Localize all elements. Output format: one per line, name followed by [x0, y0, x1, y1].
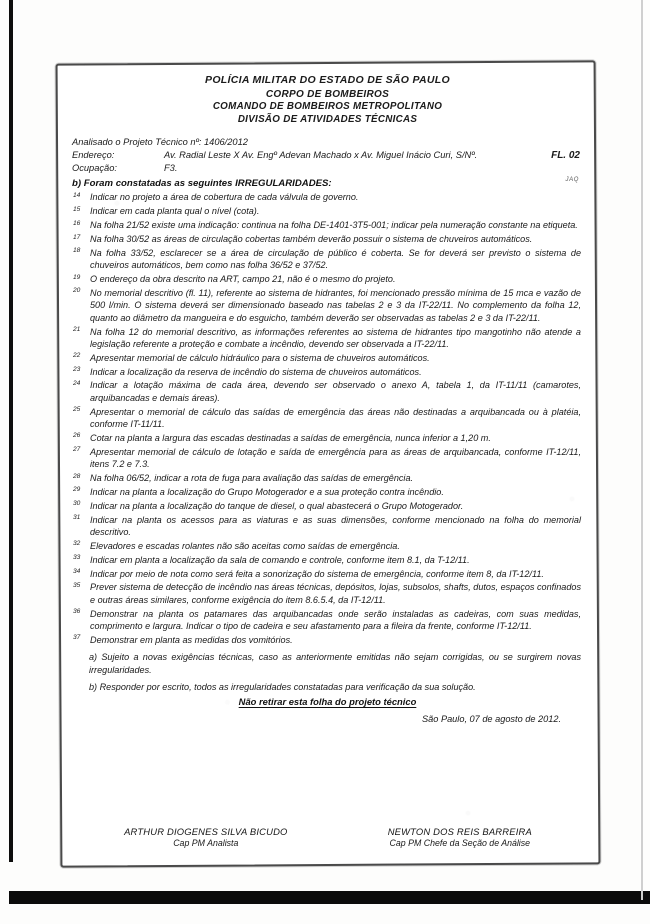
- scan-edge-artifact-bottom: [9, 891, 650, 904]
- irregularity-item-number: 19: [73, 273, 81, 281]
- irregularity-item: [72, 247, 583, 272]
- irregularity-item: [72, 568, 583, 580]
- document-meta: [72, 136, 583, 176]
- irregularity-item-text: Indicar em cada planta qual o nível (cota).: [90, 206, 260, 217]
- irregularity-item-text: O endereço da obra descrito na ART, campo 21, não é o mesmo do projeto.: [90, 274, 396, 285]
- irregularity-item-number: 22: [73, 352, 81, 360]
- irregularity-item: [72, 287, 583, 324]
- irregularity-item-number: 26: [73, 432, 81, 440]
- irregularity-item: [72, 366, 583, 378]
- irregularity-item-text: Na folha 12 do memorial descritivo, as informações referentes ao sistema de hidrantes tipo mangotinho não atende a legislação referente a proteção e combate a incêndio, devendo ser observada a IT-22/11.: [90, 326, 581, 349]
- irregularity-item-number: 24: [73, 379, 81, 387]
- irregularity-item-number: 34: [73, 568, 81, 576]
- irregularity-item-text: Indicar na planta a localização do Grupo Motogerador e a sua proteção contra incêndio.: [90, 486, 444, 497]
- irregularity-item: [72, 352, 583, 364]
- meta-row-ocupacao: [72, 162, 583, 175]
- meta-row-projeto: [72, 136, 583, 149]
- irregularity-item-number: 35: [73, 581, 81, 589]
- irregularity-item: [72, 500, 583, 512]
- irregularities-list: [72, 191, 583, 646]
- signature-block: [60, 826, 596, 848]
- letterhead-line-1: POLÍCIA MILITAR DO ESTADO DE SÃO PAULO: [205, 74, 450, 86]
- irregularity-item-text: Apresentar memorial de cálculo de lotação e saída de emergência para as áreas de arquibancada, conforme IT-12/11, itens 7.2 e 7.3.: [90, 446, 581, 470]
- closing-item-a: a) Sujeito a novas exigências técnicas, caso as anteriormente emitidas não sejam corrigidas, ou se surgirem novas irregularidades.: [89, 652, 581, 675]
- irregularity-item-number: 33: [73, 554, 81, 562]
- meta-row-endereco: [72, 149, 583, 162]
- irregularity-item-text: Na folha 06/52, indicar a rota de fuga para avaliação das saídas de emergência.: [90, 473, 414, 483]
- irregularity-item-number: 30: [73, 500, 81, 508]
- signature-name: ARTHUR DIOGENES SILVA BICUDO: [124, 826, 288, 837]
- signature-role: Cap PM Analista: [173, 838, 239, 848]
- irregularity-item: [72, 514, 583, 539]
- retention-notice: Não retirar esta folha do projeto técnico: [238, 696, 417, 708]
- irregularity-item: [72, 233, 583, 245]
- irregularity-item-number: 16: [73, 219, 81, 227]
- signature-role: Cap PM Chefe da Seção de Análise: [389, 838, 531, 848]
- irregularity-item-text: Na folha 33/52, esclarecer se a área de circulação de público é coberta. Se for deverá ser previsto o sistema de chuveiros automáticos, bem como nas folha 36/52 e 37/52.: [90, 247, 581, 271]
- ocupacao-value: F3.: [164, 163, 178, 174]
- irregularity-item-number: 14: [73, 191, 81, 199]
- irregularity-item-text: Apresentar memorial de cálculo hidráulico para o sistema de chuveiros automáticos.: [90, 352, 430, 363]
- irregularity-item-text: Cotar na planta a largura das escadas destinadas a saídas de emergência, nunca inferior a 1,20 m.: [90, 432, 491, 443]
- closing-item-b: b) Responder por escrito, todos as irregularidades constatadas para verificação da sua solução.: [89, 681, 476, 692]
- irregularity-item: [72, 446, 583, 471]
- ocupacao-label: Ocupação:: [72, 163, 117, 174]
- irregularity-item-text: No memorial descritivo (fl. 11), referente ao sistema de hidrantes, foi mencionado pressão mínima de 15 mca e vazão de 500 l/min. O sistema deverá ser dimensionado baseado nas tabelas 2 e 3 da IT-22/11. No complemento da folha 12, quanto ao diâmetro da mangueira e do esguicho, também deverão ser observadas as tabelas 2 e 3 da IT-22/11.: [90, 287, 581, 323]
- irregularity-item: [72, 326, 583, 351]
- irregularity-item-number: 15: [73, 205, 81, 213]
- irregularity-item: [72, 634, 583, 646]
- irregularity-item: [72, 273, 583, 285]
- irregularity-item-number: 28: [73, 472, 81, 480]
- date-line: São Paulo, 07 de agosto de 2012.: [422, 714, 561, 725]
- irregularity-item: [72, 379, 583, 404]
- irregularity-item-text: Demonstrar em planta as medidas dos vomitórios.: [90, 634, 293, 645]
- irregularity-item: [72, 432, 583, 444]
- signature-name: NEWTON DOS REIS BARREIRA: [387, 826, 532, 837]
- irregularity-item-text: Elevadores e escadas rolantes não são aceitas como saídas de emergência.: [90, 540, 400, 551]
- document-page: [56, 60, 601, 867]
- irregularity-item-text: Indicar em planta a localização da sala de comando e controle, conforme item 8.1, da T-12/11.: [90, 554, 470, 565]
- irregularity-item-number: 21: [73, 326, 81, 334]
- irregularities-heading: b) Foram constatadas as seguintes IRREGULARIDADES:: [72, 178, 332, 190]
- irregularity-item-number: 31: [73, 514, 81, 522]
- irregularity-item-number: 23: [73, 366, 81, 374]
- irregularity-item-number: 32: [73, 540, 81, 548]
- irregularity-item-text: Indicar por meio de nota como será feita a sonorização do sistema de emergência, conforme item 8, da IT-12/11.: [90, 568, 544, 579]
- projeto-label: Analisado o Projeto Técnico nº:: [72, 136, 202, 147]
- irregularity-item-number: 20: [73, 287, 81, 295]
- signature-entry: [388, 826, 532, 848]
- irregularity-item: [72, 472, 583, 484]
- irregularity-item-text: Na folha 21/52 existe uma indicação: continua na folha DE-1401-3T5-001; indicar pela numeração constante na etiqueta.: [90, 220, 578, 231]
- irregularity-item: [72, 554, 583, 566]
- scan-edge-artifact-left: [9, 0, 13, 862]
- irregularity-item-text: Na folha 30/52 as áreas de circulação cobertas também deverão possuir o sistema de chuveiros automáticos.: [90, 234, 533, 245]
- endereco-label: Endereço:: [72, 150, 115, 161]
- irregularity-item: [72, 219, 583, 231]
- irregularity-item-text: Prever sistema de detecção de incêndio nas áreas técnicas, depósitos, lojas, subsolos, shafts, dutos, espaços confinados e outras áreas similares, conforme exigência do item 8.6.5.4, da IT-12/11.: [90, 582, 581, 605]
- letterhead: [72, 74, 583, 127]
- letterhead-line-3: COMANDO DE BOMBEIROS METROPOLITANO: [212, 101, 443, 113]
- irregularity-item-number: 18: [73, 247, 81, 255]
- irregularity-item: [72, 205, 583, 217]
- irregularity-item: [72, 486, 583, 498]
- irregularity-item-number: 27: [73, 446, 81, 454]
- irregularity-item-text: Indicar na planta a localização do tanque de diesel, o qual abastecerá o Grupo Motogerador.: [90, 500, 464, 511]
- signature-entry: [124, 826, 287, 848]
- irregularity-item-number: 36: [73, 608, 81, 616]
- irregularity-item-text: Indicar na planta os acessos para as viaturas e as suas dimensões, conforme mencionado na folha do memorial descritivo.: [90, 514, 581, 537]
- irregularity-item-text: Apresentar o memorial de cálculo das saídas de emergência das áreas não destinadas a arquibancada ou à platéia, conforme IT-11/11.: [90, 406, 581, 430]
- irregularity-item-number: 37: [73, 634, 81, 642]
- letterhead-line-4: DIVISÃO DE ATIVIDADES TÉCNICAS: [237, 113, 418, 125]
- letterhead-line-2: CORPO DE BOMBEIROS: [265, 88, 390, 100]
- endereco-value: Av. Radial Leste X Av. Engº Adevan Machado x Av. Miguel Inácio Curi, S/Nº.: [164, 150, 478, 161]
- irregularity-item-number: 29: [73, 486, 81, 494]
- analyst-initials-stamp: JAQ: [565, 177, 579, 183]
- folha-number: FL. 02: [551, 150, 580, 161]
- irregularity-item-text: Indicar a lotação máxima de cada área, devendo ser observado o anexo A, tabela 1, da IT-11/11 (camarotes, arquibancadas e demais áreas).: [90, 380, 581, 403]
- irregularity-item-number: 25: [73, 406, 81, 414]
- irregularity-item: [72, 581, 583, 606]
- irregularity-item: [72, 191, 583, 203]
- irregularity-item-text: Indicar a localização da reserva de incêndio do sistema de chuveiros automáticos.: [90, 366, 422, 377]
- irregularity-item: [72, 608, 583, 633]
- irregularity-item: [72, 406, 583, 431]
- irregularity-item-text: Indicar no projeto a área de cobertura de cada válvula de governo.: [90, 192, 359, 203]
- scan-edge-artifact-right: [641, 0, 643, 900]
- irregularity-item-number: 17: [73, 233, 81, 241]
- irregularity-item-text: Demonstrar na planta os patamares das arquibancadas onde serão instaladas as cadeiras, com suas medidas, comprimento e largura. Indicar o tipo de cadeira e seu afastamento para a fileira da frente, conforme IT-12/11.: [90, 608, 581, 631]
- irregularity-item: [72, 540, 583, 552]
- projeto-value: 1406/2012: [204, 136, 248, 147]
